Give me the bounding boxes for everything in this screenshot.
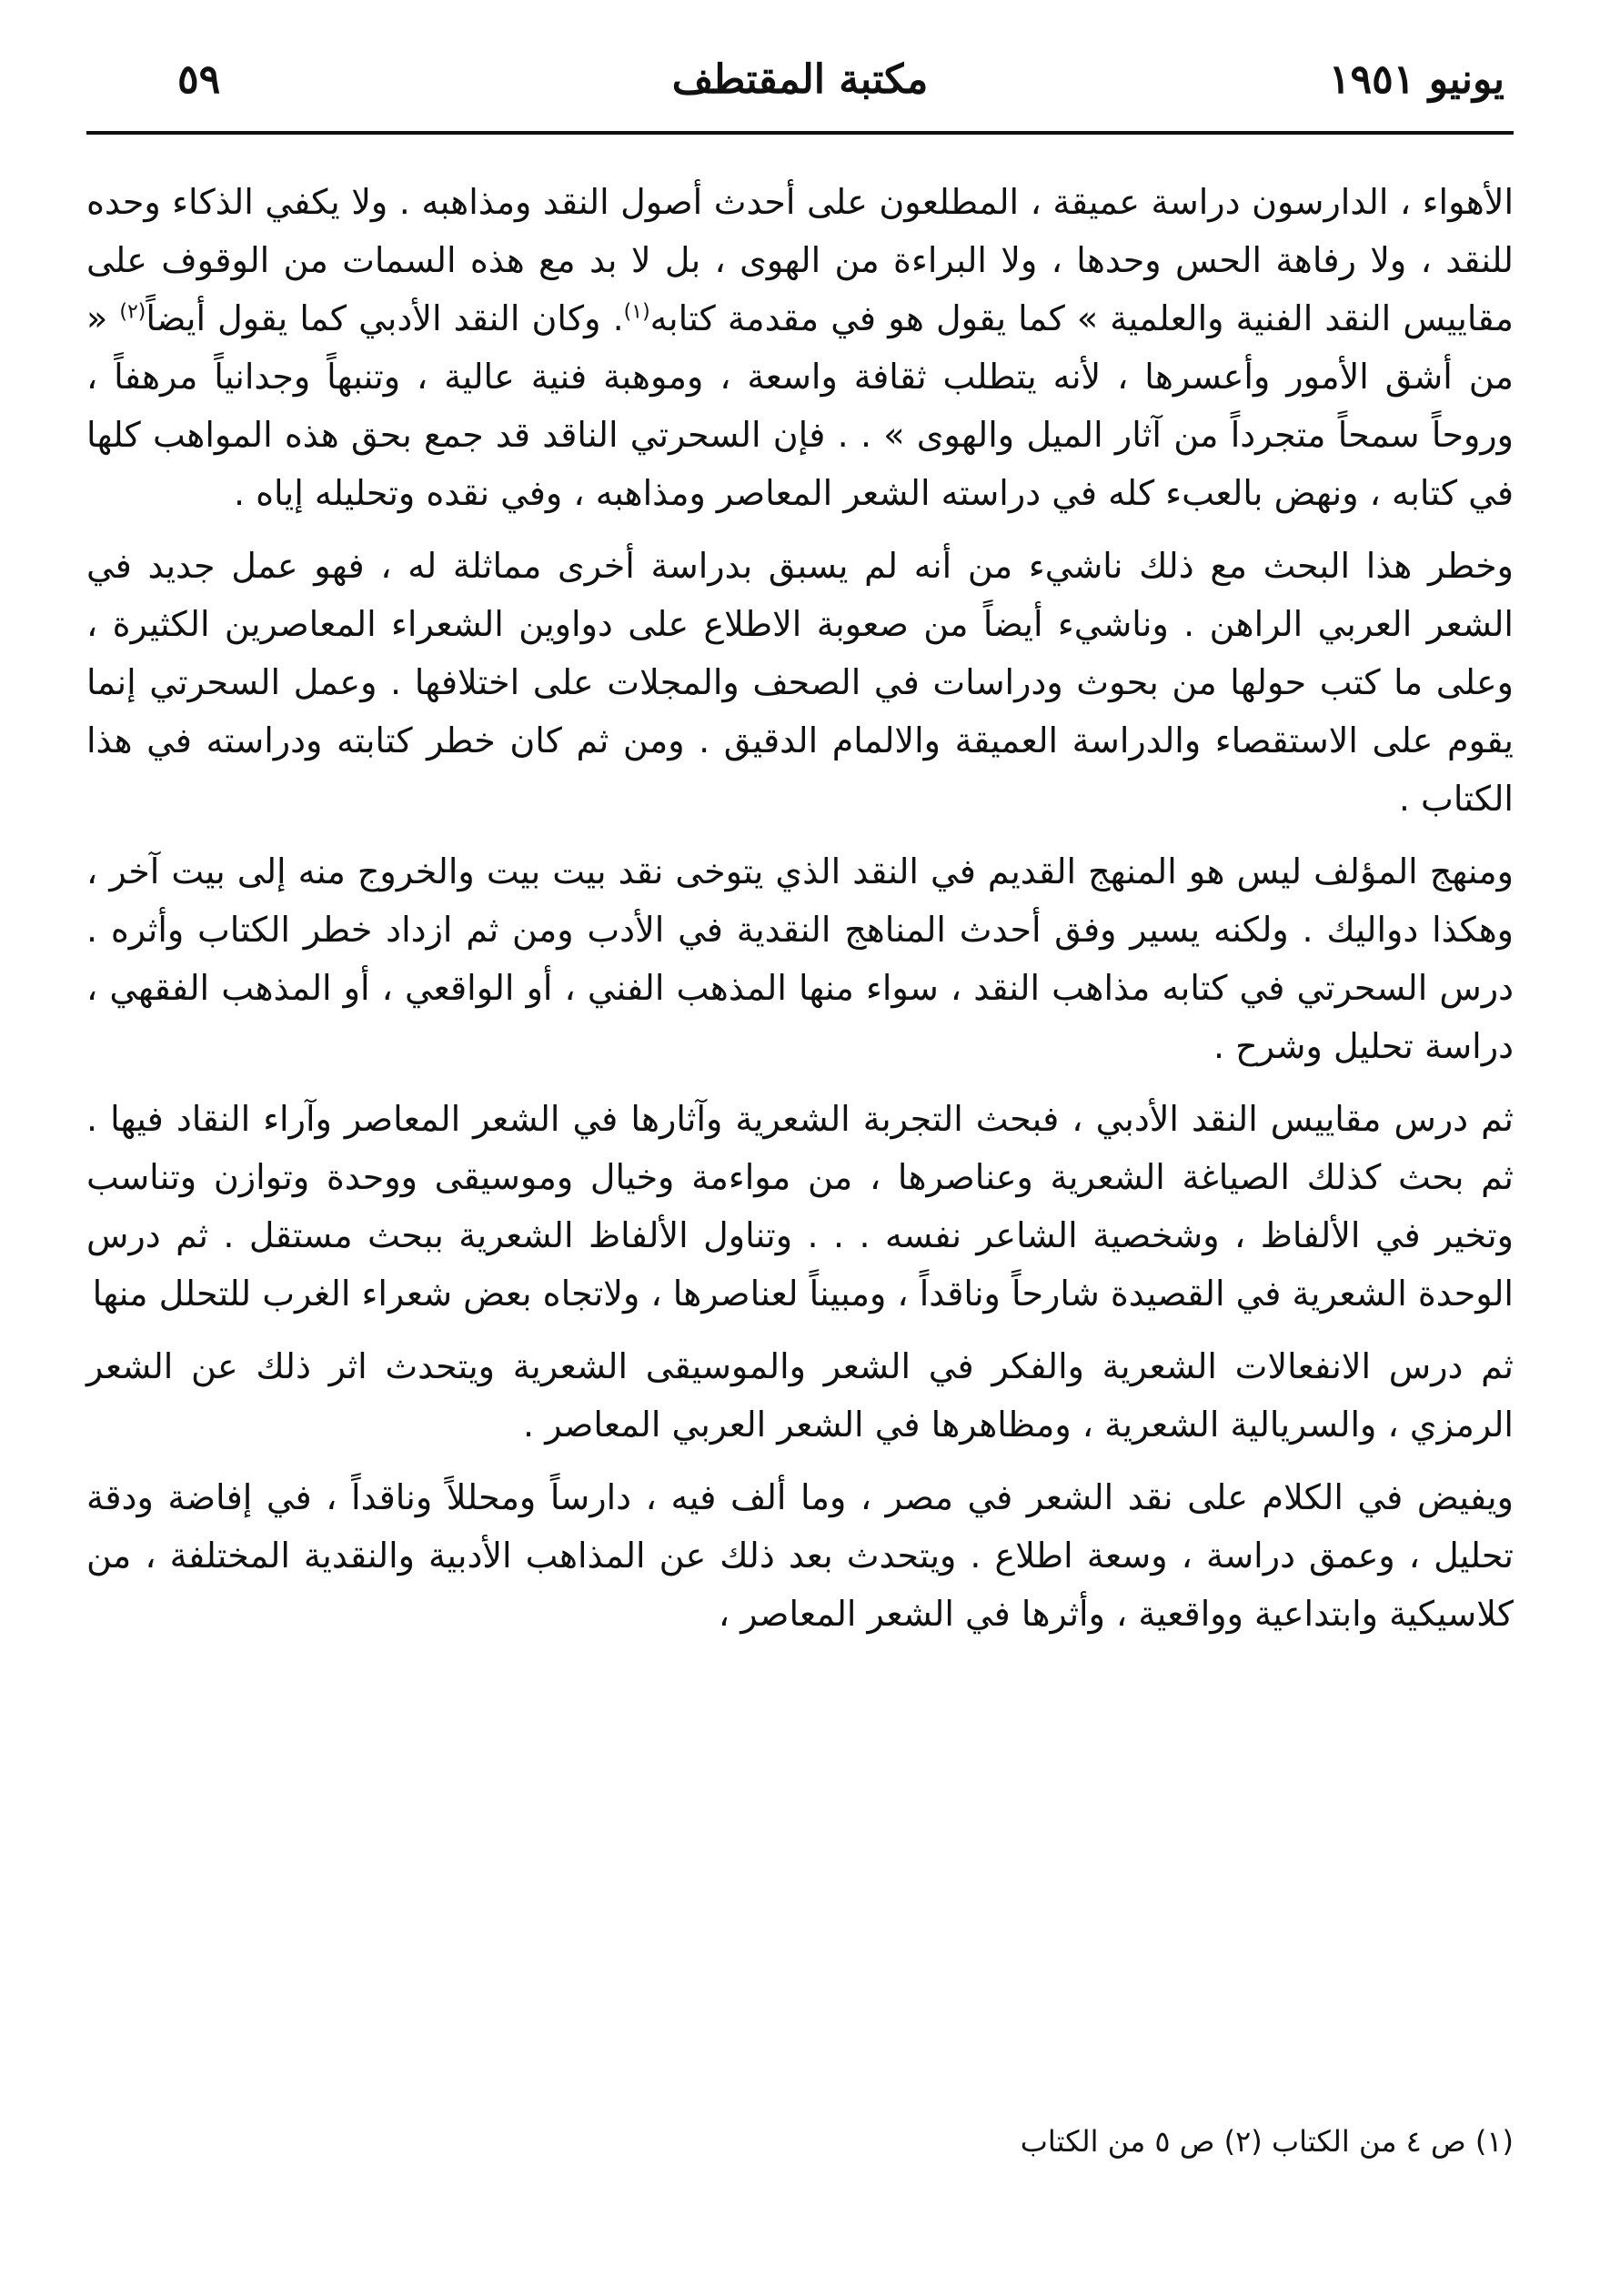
paragraph-6: ويفيض في الكلام على نقد الشعر في مصر ، وما ألف فيه ، دارساً ومحللاً وناقداً ، في إفاضة ودقة تحليل ، وعمق دراسة ، وسعة اطلاع . ويتحدث بعد ذلك عن المذاهب الأدبية والنقدية المختلفة ، من كلاسيكية وابتداعية وواقعية ، وأثرها في الشعر المعاصر ، bbox=[86, 1477, 1514, 1634]
paragraph-1-part-b: . وكان النقد الأدبي كما يقول أيضاً bbox=[146, 298, 624, 338]
paragraph-4: ثم درس مقاييس النقد الأدبي ، فبحث التجربة الشعرية وآثارها في الشعر المعاصر وآراء النقاد فيها . ثم بحث كذلك الصياغة الشعرية وعناصرها ، من مواءمة وخيال وموسيقى ووحدة وتوازن وتناسب وتخير في الألفاظ ، وشخصية الشاعر نفسه . . . وتناول الألفاظ الشعرية ببحث مستقل . ثم درس الوحدة الشعرية في القصيدة شارحاً وناقداً ، ومبيناً لعناصرها ، ولاتجاه بعض شعراء الغرب للتحلل منها bbox=[86, 1099, 1514, 1314]
paragraph-2: وخطر هذا البحث مع ذلك ناشيء من أنه لم يسبق بدراسة أخرى مماثلة له ، فهو عمل جديد في الشعر العربي الراهن . وناشيء أيضاً من صعوبة الاطلاع على دواوين الشعراء المعاصرين الكثيرة ، وعلى ما كتب حولها من بحوث ودراسات في الصحف والمجلات على اختلافها . وعمل السحرتي إنما يقوم على الاستقصاء والدراسة العميقة والالمام الدقيق . ومن ثم كان خطر كتابته ودراسته في هذا الكتاب . bbox=[86, 546, 1514, 819]
main-text bbox=[86, 173, 1514, 1657]
footnotes: (١) ص ٤ من الكتاب (٢) ص ٥ من الكتاب bbox=[1020, 2124, 1514, 2159]
page-number: ٥٩ bbox=[177, 56, 221, 103]
paragraph-1-part-a: الأهواء ، الدارسون دراسة عميقة ، المطلعون على أحدث أصول النقد ومذاهبه . ولا يكفي الذكاء وحده للنقد ، ولا رفاهة الحس وحدها ، ولا البراءة من الهوى ، بل لا بد مع هذه السمات من الوقوف على مقاييس النقد الفنية والعلمية » كما يقول هو في مقدمة كتابه bbox=[86, 182, 1514, 338]
footnote-ref-1: (١) bbox=[623, 300, 650, 324]
paragraph-1 bbox=[86, 173, 1514, 522]
header-date: يونيو ١٩٥١ bbox=[1328, 56, 1504, 103]
header-title: مكتبة المقتطف bbox=[671, 56, 929, 103]
header-rule bbox=[86, 131, 1514, 135]
paragraph-3: ومنهج المؤلف ليس هو المنهج القديم في النقد الذي يتوخى نقد بيت بيت والخروج منه إلى بيت آخر ، وهكذا دواليك . ولكنه يسير وفق أحدث المناهج النقدية في الأدب ومن ثم ازداد خطر الكتاب وأثره . درس السحرتي في كتابه مذاهب النقد ، سواء منها المذهب الفني ، أو الواقعي ، أو المذهب الفقهي ، دراسة تحليل وشرح . bbox=[86, 851, 1514, 1066]
paragraph-1-part-c: « من أشق الأمور وأعسرها ، لأنه يتطلب ثقافة واسعة ، وموهبة فنية عالية ، وتنبهاً وجدانياً مرهفاً ، وروحاً سمحاً متجرداً من آثار الميل والهوى » . . فإن السحرتي الناقد قد جمع بحق هذه المواهب كلها في كتابه ، ونهض بالعبء كله في دراسته الشعر المعاصر ومذاهبه ، وفي نقده وتحليله إياه . bbox=[86, 298, 1514, 513]
running-header bbox=[86, 44, 1514, 116]
paragraph-5: ثم درس الانفعالات الشعرية والفكر في الشعر والموسيقى الشعرية ويتحدث اثر ذلك عن الشعر الرمزي ، والسريالية الشعرية ، ومظاهرها في الشعر العربي المعاصر . bbox=[86, 1346, 1514, 1445]
footnote-ref-2: (٢) bbox=[119, 300, 146, 324]
